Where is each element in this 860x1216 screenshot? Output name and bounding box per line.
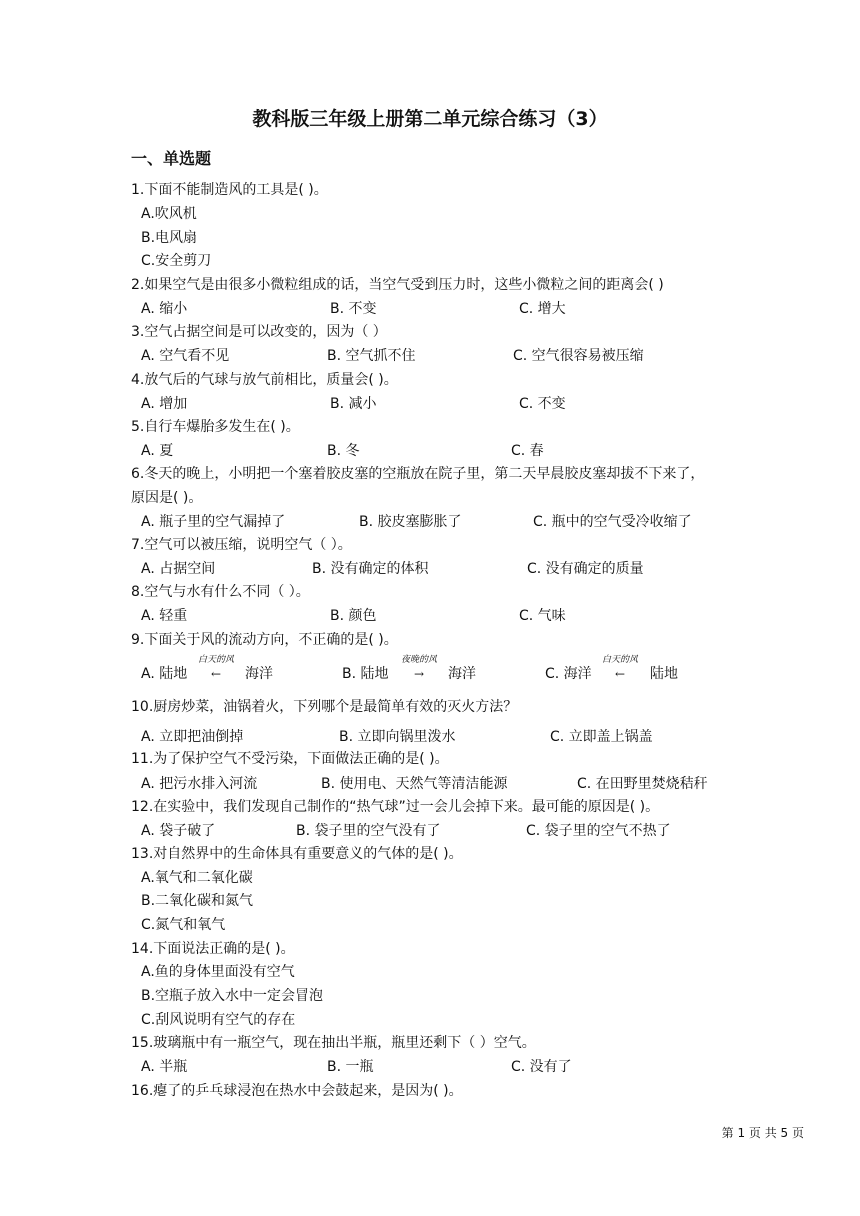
question-9-stem: 9.下面关于风的流动方向，不正确的是( )。: [131, 632, 398, 648]
question-10-option-a: A. 立即把油倒掉: [141, 729, 244, 745]
question-7-option-c: C. 没有确定的质量: [527, 561, 644, 577]
question-7-stem: 7.空气可以被压缩，说明空气（ ）。: [131, 537, 352, 553]
question-12-stem: 12.在实验中，我们发现自己制作的“热气球”过一会儿会掉下来。最可能的原因是( )。: [131, 799, 660, 815]
question-11-option-c: C. 在田野里焚烧秸秆: [577, 776, 708, 792]
question-3-option-a: A. 空气看不见: [141, 348, 230, 364]
question-4-option-a: A. 增加: [141, 396, 188, 412]
question-9-option-b-from: B. 陆地: [342, 666, 389, 682]
question-12-option-a: A. 袋子破了: [141, 823, 216, 839]
question-9-option-b-wind: [396, 655, 442, 680]
question-2-option-c: C. 增大: [519, 301, 566, 317]
question-5-option-c: C. 春: [511, 443, 544, 459]
question-5-option-b: B. 冬: [327, 443, 360, 459]
question-15-option-b: B. 一瓶: [327, 1059, 374, 1075]
question-4-option-b: B. 减小: [330, 396, 377, 412]
question-10-stem: 10.厨房炒菜，油锅着火，下列哪个是最简单有效的灭火方法？: [131, 699, 518, 715]
question-6-option-a: A. 瓶子里的空气漏掉了: [141, 514, 286, 530]
question-13-option-b: B.二氧化碳和氮气: [141, 893, 254, 909]
question-9-option-c-to: 陆地: [650, 666, 678, 682]
section-heading: 一、单选题: [131, 149, 212, 168]
question-8-option-a: A. 轻重: [141, 608, 188, 624]
question-15-option-c: C. 没有了: [511, 1059, 572, 1075]
question-6-stem-line-1: 6.冬天的晚上，小明把一个塞着胶皮塞的空瓶放在院子里，第二天早晨胶皮塞却拔不下来了，: [131, 466, 705, 482]
question-14-option-b: B.空瓶子放入水中一定会冒泡: [141, 988, 324, 1004]
left-arrow-icon: ←: [210, 667, 222, 681]
question-13-stem: 13.对自然界中的生命体具有重要意义的气体的是( )。: [131, 846, 463, 862]
question-2-option-b: B. 不变: [330, 301, 377, 317]
wind-label: 夜晚的风: [400, 655, 437, 665]
question-16-stem: 16.瘪了的乒乓球浸泡在热水中会鼓起来，是因为( )。: [131, 1083, 463, 1099]
question-1-option-a: A.吹风机: [141, 206, 197, 222]
question-10-option-c: C. 立即盖上锅盖: [550, 729, 653, 745]
question-13-option-c: C.氮气和氧气: [141, 917, 226, 933]
question-9-option-a-from: A. 陆地: [141, 666, 188, 682]
question-12-option-c: C. 袋子里的空气不热了: [526, 823, 671, 839]
question-8-option-c: C. 气味: [519, 608, 566, 624]
question-12-option-b: B. 袋子里的空气没有了: [296, 823, 441, 839]
question-15-option-a: A. 半瓶: [141, 1059, 188, 1075]
question-6-stem-line-2: 原因是( )。: [131, 490, 203, 506]
question-14-option-a: A.鱼的身体里面没有空气: [141, 964, 295, 980]
page-number: 第 1 页 共 5 页: [721, 1126, 804, 1140]
question-13-option-a: A.氧气和二氧化碳: [141, 870, 253, 886]
question-11-stem: 11.为了保护空气不受污染，下面做法正确的是( )。: [131, 751, 449, 767]
question-2-option-a: A. 缩小: [141, 301, 188, 317]
question-3-stem: 3.空气占据空间是可以改变的，因为（ ）: [131, 324, 387, 340]
left-arrow-icon: ←: [614, 667, 626, 681]
question-6-option-b: B. 胶皮塞膨胀了: [359, 514, 462, 530]
question-14-stem: 14.下面说法正确的是( )。: [131, 941, 295, 957]
question-14-option-c: C.刮风说明有空气的存在: [141, 1012, 296, 1028]
question-3-option-b: B. 空气抓不住: [327, 348, 416, 364]
wind-label: 白天的风: [197, 655, 234, 665]
question-15-stem: 15.玻璃瓶中有一瓶空气，现在抽出半瓶，瓶里还剩下（ ）空气。: [131, 1035, 536, 1051]
question-9-option-a-to: 海洋: [245, 666, 273, 682]
right-arrow-icon: →: [413, 667, 425, 681]
question-4-option-c: C. 不变: [519, 396, 566, 412]
question-10-option-b: B. 立即向锅里泼水: [339, 729, 456, 745]
question-2-stem: 2.如果空气是由很多小微粒组成的话，当空气受到压力时，这些小微粒之间的距离会( ): [131, 277, 664, 293]
question-1-stem: 1.下面不能制造风的工具是( )。: [131, 182, 328, 198]
question-4-stem: 4.放气后的气球与放气前相比，质量会( )。: [131, 372, 398, 388]
question-7-option-a: A. 占据空间: [141, 561, 216, 577]
question-9-option-b-to: 海洋: [448, 666, 476, 682]
question-7-option-b: B. 没有确定的体积: [312, 561, 429, 577]
question-11-option-a: A. 把污水排入河流: [141, 776, 258, 792]
question-9-option-c-wind: [597, 655, 643, 680]
wind-label: 白天的风: [601, 655, 638, 665]
question-8-stem: 8.空气与水有什么不同（ ）。: [131, 584, 310, 600]
document-title: 教科版三年级上册第二单元综合练习（3）: [252, 108, 608, 130]
question-9-option-c-from: C. 海洋: [545, 666, 592, 682]
question-11-option-b: B. 使用电、天然气等清洁能源: [321, 776, 508, 792]
question-1-option-c: C.安全剪刀: [141, 253, 212, 269]
question-5-stem: 5.自行车爆胎多发生在( )。: [131, 419, 300, 435]
question-1-option-b: B.电风扇: [141, 230, 198, 246]
question-3-option-c: C. 空气很容易被压缩: [513, 348, 644, 364]
question-6-option-c: C. 瓶中的空气受冷收缩了: [533, 514, 692, 530]
question-8-option-b: B. 颜色: [330, 608, 377, 624]
question-5-option-a: A. 夏: [141, 443, 174, 459]
question-9-option-a-wind: [193, 655, 239, 680]
